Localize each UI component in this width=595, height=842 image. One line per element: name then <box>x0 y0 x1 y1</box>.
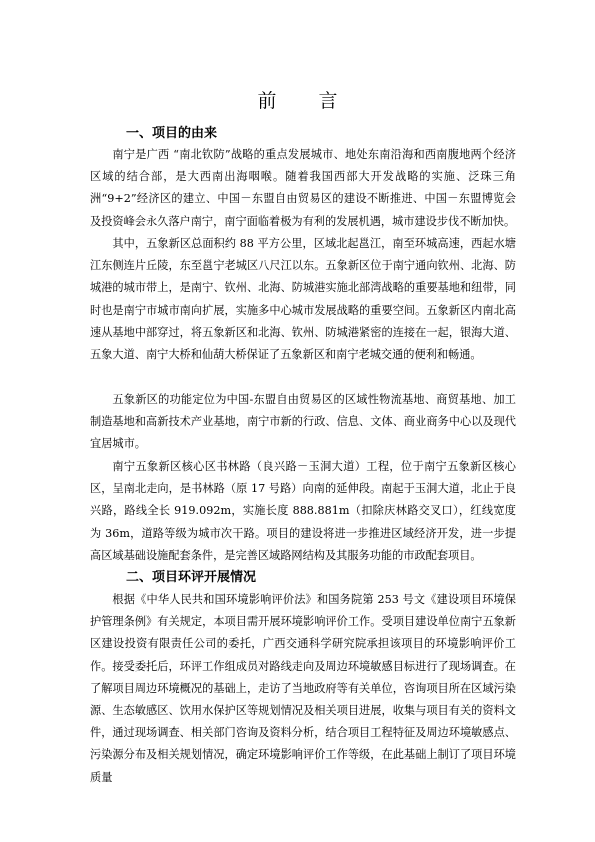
paragraph-1-3: 五象新区的功能定位为中国-东盟自由贸易区的区域性物流基地、商贸基地、加工制造基地和高新技术产业基地，南宁市新的行政、信息、文体、商业商务中心以及现代宜居城市。 <box>90 393 516 451</box>
paragraph-1-2: 其中，五象新区总面积约 88 平方公里，区域北起邕江，南至环城高速，西起水塘江东侧连片丘陵，东至邕宁老城区八尺江以东。五象新区位于南宁通向钦州、北海、防城港的城市带上，是南宁、钦州、北海、防城港实施北部湾战略的重要基地和纽带，同时也是南宁市城市南向扩展，实施多中心城市发展战略的重要空间。五象新区内南北高速从基地中部穿过，将五象新区和北海、钦州、防城港紧密的连接在一起，银海大道、五象大道、南宁大桥和仙葫大桥保证了五象新区和南宁老城交通的便利和畅通。 <box>90 237 516 362</box>
paragraph-1-4: 南宁五象新区核心区书林路（良兴路－玉洞大道）工程，位于南宁五象新区核心区，呈南北走向，是书林路（原 17 号路）向南的延伸段。南起于玉洞大道，北止于良兴路，路线全长 919.092m，实施长度 888.881m（扣除庆林路交叉口），红线宽度为 36m，道路等级为城市次干路。项目的建设将进一步推进区域经济开发，进一步提高区域基础设施配套条件，是完善区域路网结构及其服务功能的市政配套项目。 <box>90 460 516 562</box>
paragraph-1-1: 南宁是广西 “南北钦防”战略的重点发展城市、地处东南沿海和西南腹地两个经济区域的结合部，是大西南出海咽喉。随着我国西部大开发战略的实施、泛珠三角洲“9+2”经济区的建立、中国－东盟自由贸易区的建设不断推进、中国－东盟博览会及投资峰会永久落户南宁，南宁面临着极为有利的发展机遇，城市建设步伐不断加快。 <box>90 148 516 228</box>
paragraph-2-1: 根据《中华人民共和国环境影响评价法》和国务院第 253 号文《建设项目环境保护管理条例》有关规定，本项目需开展环境影响评价工作。受项目建设单位南宁五象新区建设投资有限责任公司的委托，广西交通科学研究院承担该项目的环境影响评价工作。接受委托后，环评工作组成员对路线走向及周边环境敏感目标进行了现场调查。在了解项目周边环境概况的基础上，走访了当地政府等有关单位，咨询项目所在区域污染源、生态敏感区、饮用水保护区等规划情况及相关项目进展，收集与项目有关的资料文件，通过现场调查、相关部门咨询及资料分析，结合项目工程特征及周边环境敏感点、污染源分布及相关规划情况，确定环境影响评价工作等级，在此基础上制订了项目环境质量 <box>90 593 516 784</box>
section-heading-2: 二、项目环评开展情况 <box>126 570 257 585</box>
section-heading-1: 一、项目的由来 <box>126 126 218 141</box>
page-title: 前 言 <box>257 90 356 112</box>
